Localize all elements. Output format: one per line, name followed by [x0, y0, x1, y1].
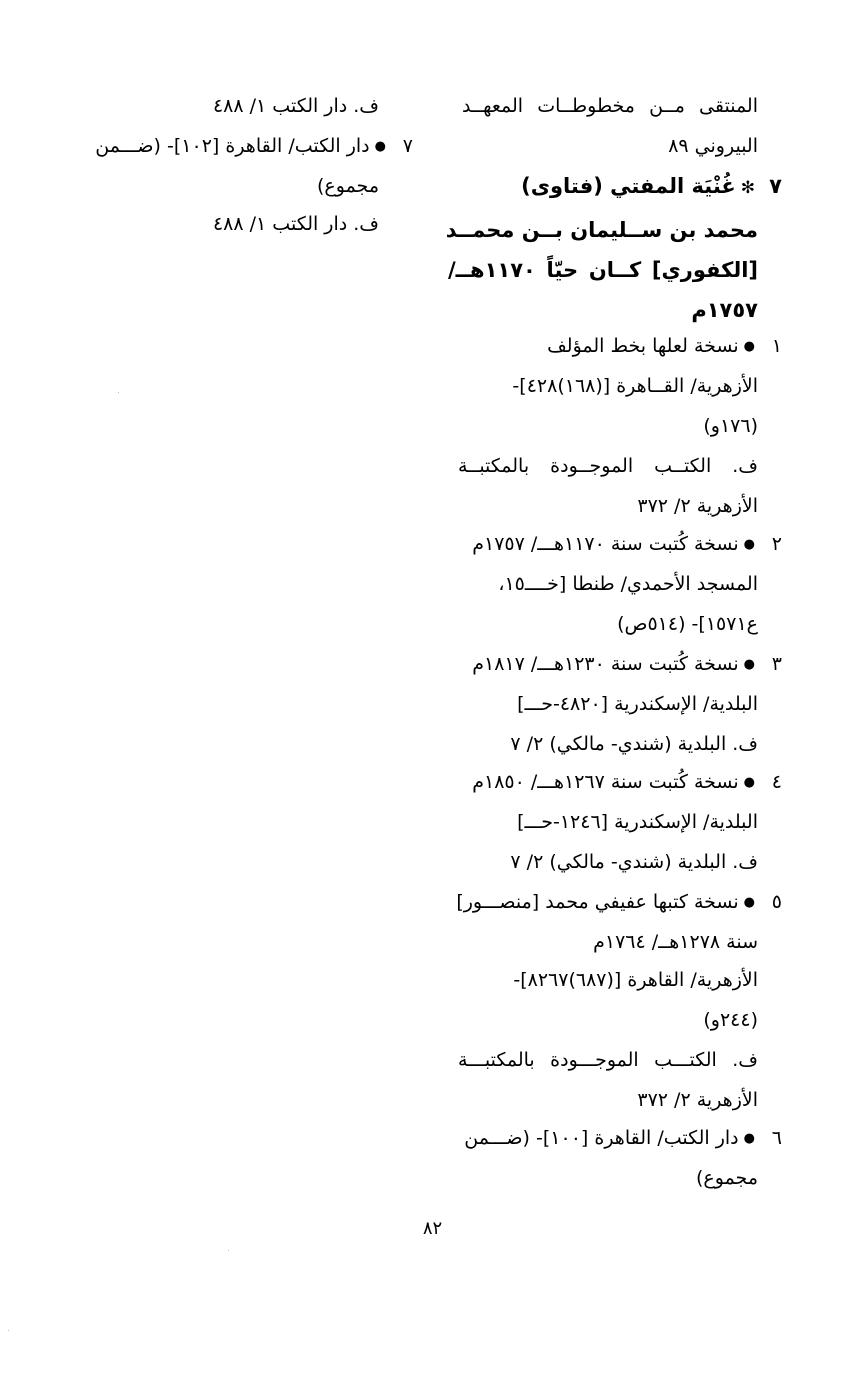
list-item: ٦●دار الكتب/ القاهرة [١٠٠]- (ضـــمن: [464, 1127, 782, 1149]
text-line: الأزهرية ٢/ ٣٧٢: [637, 495, 758, 517]
list-item: ٣●نسخة كُتبت سنة ١٢٣٠هـــ/ ١٨١٧م: [472, 653, 782, 675]
list-item: ٤●نسخة كُتبت سنة ١٢٦٧هـــ/ ١٨٥٠م: [472, 771, 782, 793]
list-item: ٧●دار الكتب/ القاهرة [١٠٢]- (ضـــمن: [95, 135, 413, 157]
text-line: الأزهرية ٢/ ٣٧٢: [637, 1089, 758, 1111]
text-line: مجموع): [696, 1167, 758, 1189]
list-item: ١●نسخة لعلها بخط المؤلف: [547, 335, 782, 357]
text-line: ف. البلدية (شندي- مالكي) ٢/ ٧: [510, 851, 758, 873]
text-line: ف. الكتـــب الموجـــودة بالمكتبـــة: [458, 1049, 758, 1071]
text-line: ف. دار الكتب ١/ ٤٨٨: [212, 95, 379, 117]
text-line: الأزهرية/ القــاهرة [(١٦٨)٤٢٨]-: [512, 375, 758, 397]
page-number: ٨٢: [422, 1218, 443, 1239]
bullet-icon: ●: [743, 657, 755, 672]
bullet-icon: ●: [743, 1131, 755, 1146]
text-line: البلدية/ الإسكندرية [٤٨٢٠-حـــ]: [517, 693, 758, 715]
text-line: ف. دار الكتب ١/ ٤٨٨: [212, 213, 379, 235]
text-line: البلدية/ الإسكندرية [١٢٤٦-حـــ]: [517, 811, 758, 833]
text-line: سنة ١٢٧٨هــ/ ١٧٦٤م: [593, 931, 758, 953]
author-line: محمد بن ســليمان بــن محمــد: [445, 218, 758, 242]
bullet-icon: ●: [743, 339, 755, 354]
list-item: ٢●نسخة كُتبت سنة ١١٧٠هـــ/ ١٧٥٧م: [472, 533, 782, 555]
text-line: ف. البلدية (شندي- مالكي) ٢/ ٧: [510, 733, 758, 755]
scan-speck: [8, 1330, 9, 1331]
scan-speck: [118, 392, 119, 393]
text-line: (١٧٦و): [703, 415, 758, 437]
bullet-icon: ●: [374, 139, 386, 154]
text-line: الأزهرية/ القاهرة [(٦٨٧)٨٢٦٧]-: [513, 969, 758, 991]
text-line: البيروني ٨٩: [668, 135, 758, 157]
asterisk-icon: ✻: [740, 178, 755, 198]
text-line: (٢٤٤و): [703, 1009, 758, 1031]
text-line: ع١٥٧١]- (٥١٤ص): [617, 613, 758, 635]
scan-speck: [228, 1250, 229, 1251]
entry-title: ٧✻غُنْيَة المفتي (فتاوى): [521, 174, 782, 198]
bullet-icon: ●: [743, 895, 755, 910]
author-line: ١٧٥٧م: [691, 298, 758, 322]
text-line: مجموع): [317, 175, 379, 197]
text-line: المنتقى مــن مخطوطــات المعهــد: [462, 95, 758, 117]
list-item: ٥●نسخة كتبها عفيفي محمد [منصـــور]: [456, 891, 782, 913]
text-line: ف. الكتــب الموجــودة بالمكتبــة: [458, 455, 758, 477]
text-line: المسجد الأحمدي/ طنطا [خــــ١٥،: [498, 573, 758, 595]
bullet-icon: ●: [743, 537, 755, 552]
author-line: [الكفوري] كــان حيّاً ١١٧٠هــ/: [448, 258, 758, 282]
bullet-icon: ●: [743, 775, 755, 790]
